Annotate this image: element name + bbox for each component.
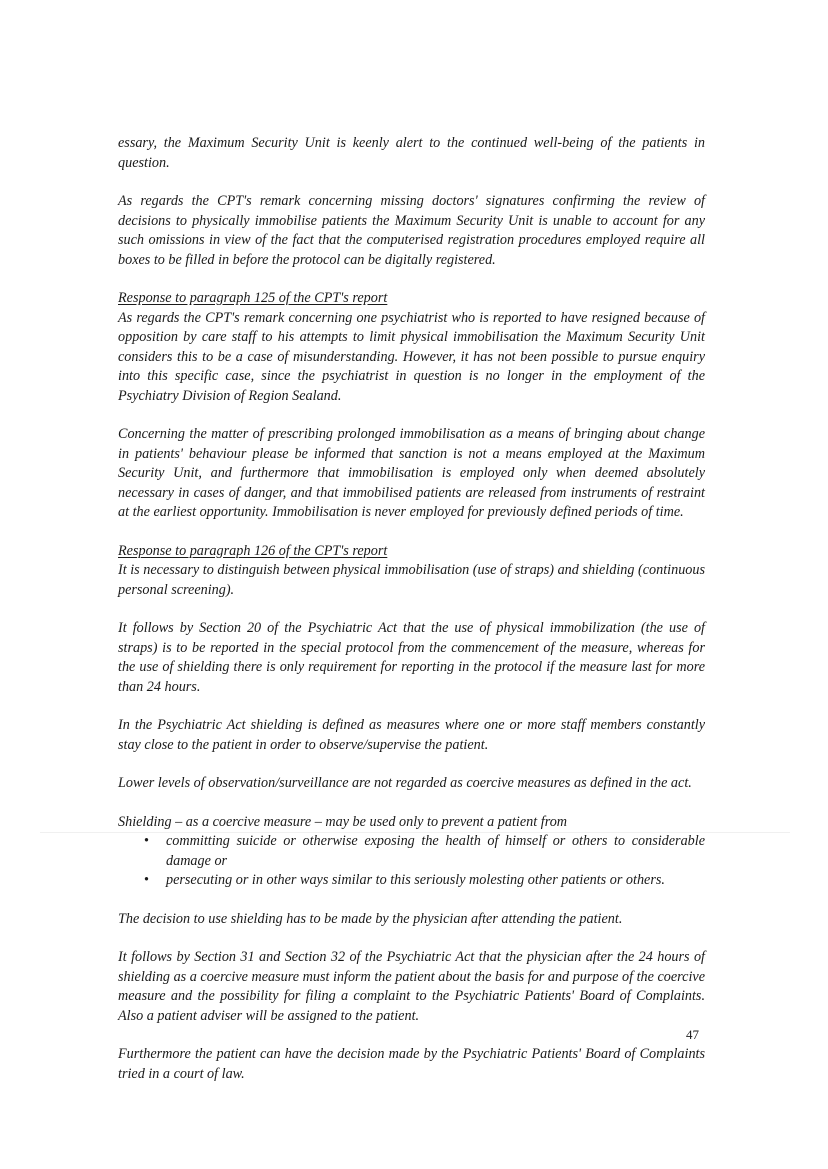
document-page <box>118 134 705 1103</box>
section-125-heading: Response to paragraph 125 of the CPT's report <box>118 290 388 306</box>
list-item <box>144 832 705 871</box>
section-125-text: As regards the CPT's remark concerning one psychiatrist who is reported to have resigned because of opposition by care staff to his attempts to limit physical immobilisation the Maximum Security Unit considers this to be a case of misunderstanding. However, it has not been possible to pursue enquiry into this specific case, since the psychiatrist in question is no longer in the employment of the Psychiatry Division of Region Sealand. <box>118 309 705 404</box>
bullet-icon: • <box>144 833 149 849</box>
paragraph-continued: essary, the Maximum Security Unit is keenly alert to the continued well-being of the patients in question. <box>118 135 705 171</box>
shielding-intro: Shielding – as a coercive measure – may be used only to prevent a patient from <box>118 813 568 830</box>
paragraph-signatures: As regards the CPT's remark concerning missing doctors' signatures confirming the review of decisions to physically immobilise patients the Maximum Security Unit is unable to account for any such omissions in view of the fact that the computerised registration procedures employed require all boxes to be filled in before the protocol can be digitally registered. <box>118 193 705 268</box>
paragraph-prolonged-immobilisation: Concerning the matter of prescribing prolonged immobilisation as a means of bringing about change in patients' behaviour please be informed that sanction is not a means employed at the Maximum Security Unit, and furthermore that immobilisation is employed only when deemed absolutely necessary in cases of danger, and that immobilised patients are released from instruments of restraint at the earliest opportunity. Immobilisation is never employed for previously defined periods of time. <box>118 426 705 520</box>
bullet-icon: • <box>144 872 149 888</box>
section-125 <box>118 289 705 406</box>
paragraph-court: Furthermore the patient can have the decision made by the Psychiatric Patients' Board of Complaints tried in a court of law. <box>118 1046 705 1082</box>
section-126-heading: Response to paragraph 126 of the CPT's report <box>118 542 388 559</box>
list-item-text: committing suicide or otherwise exposing the health of himself or others to considerable damage or <box>166 833 705 869</box>
paragraph-section-31-32: It follows by Section 31 and Section 32 of the Psychiatric Act that the physician after the 24 hours of shielding as a coercive measure must inform the patient about the basis for and purpose of the coercive measure and the possibility for filing a complaint to the Psychiatric Patients' Board of Complaints. Also a patient adviser will be assigned to the patient. <box>118 949 705 1024</box>
page-number: 47 <box>686 1027 699 1042</box>
shielding-bullet-list <box>118 832 705 891</box>
paragraph-section-20: It follows by Section 20 of the Psychiatric Act that the use of physical immobilization (the use of straps) is to be reported in the special protocol from the commencement of the measure, whereas for the use of shielding there is only requirement for reporting in the protocol if the measure last for more than 24 hours. <box>118 620 705 695</box>
list-item <box>144 871 705 891</box>
shielding-block <box>118 813 705 891</box>
paragraph-shielding-definition: In the Psychiatric Act shielding is defined as measures where one or more staff members constantly stay close to the patient in order to observe/supervise the patient. <box>118 717 705 753</box>
paragraph-lower-levels: Lower levels of observation/surveillance are not regarded as coercive measures as defined in the act. <box>118 775 692 791</box>
paragraph-decision: The decision to use shielding has to be made by the physician after attending the patient. <box>118 910 623 927</box>
section-126 <box>118 542 705 601</box>
list-item-text: persecuting or in other ways similar to this seriously molesting other patients or others. <box>166 872 665 888</box>
section-126-text: It is necessary to distinguish between physical immobilisation (use of straps) and shielding (continuous personal screening). <box>118 562 705 598</box>
